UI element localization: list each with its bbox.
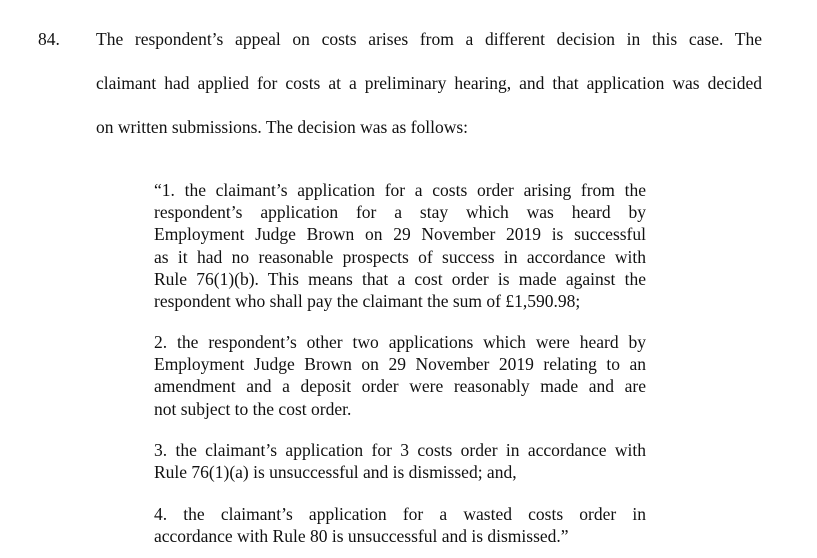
quote-line: Employment Judge Brown on 29 November 2019 is successful	[154, 224, 646, 245]
quote-line: respondent’s application for a stay which was heard by	[154, 202, 646, 223]
paragraph-line-1: The respondent’s appeal on costs arises from a different decision in this case. The	[96, 29, 762, 49]
quote-item-4	[154, 503, 646, 547]
quote-line: accordance with Rule 80 is unsuccessful and is dismissed.”	[154, 526, 569, 547]
quote-item-2	[154, 331, 646, 420]
quote-line: 4. the claimant’s application for a wasted costs order in	[154, 504, 646, 524]
quote-item-3	[154, 439, 646, 483]
quote-line: 2. the respondent’s other two applications which were heard by	[154, 332, 646, 352]
quote-line: Employment Judge Brown on 29 November 2019 relating to an	[154, 354, 646, 375]
quote-item-1	[154, 179, 646, 312]
quote-line: amendment and a deposit order were reasonably made and are	[154, 376, 646, 397]
paragraph-line-3: on written submissions. The decision was as follows:	[96, 117, 469, 137]
quote-line: Rule 76(1)(a) is unsuccessful and is dismissed; and,	[154, 462, 517, 483]
paragraph-line-2: claimant had applied for costs at a preliminary hearing, and that application was decided	[96, 73, 762, 93]
paragraph-number: 84.	[38, 29, 60, 49]
quote-line: respondent who shall pay the claimant the sum of £1,590.98;	[154, 291, 581, 312]
quote-line: “1. the claimant’s application for a costs order arising from the	[154, 180, 646, 200]
quote-line: not subject to the cost order.	[154, 398, 352, 419]
quote-line: 3. the claimant’s application for 3 costs order in accordance with	[154, 440, 646, 460]
quote-line: Rule 76(1)(b). This means that a cost order is made against the	[154, 268, 646, 289]
quote-line: as it had no reasonable prospects of success in accordance with	[154, 246, 646, 267]
